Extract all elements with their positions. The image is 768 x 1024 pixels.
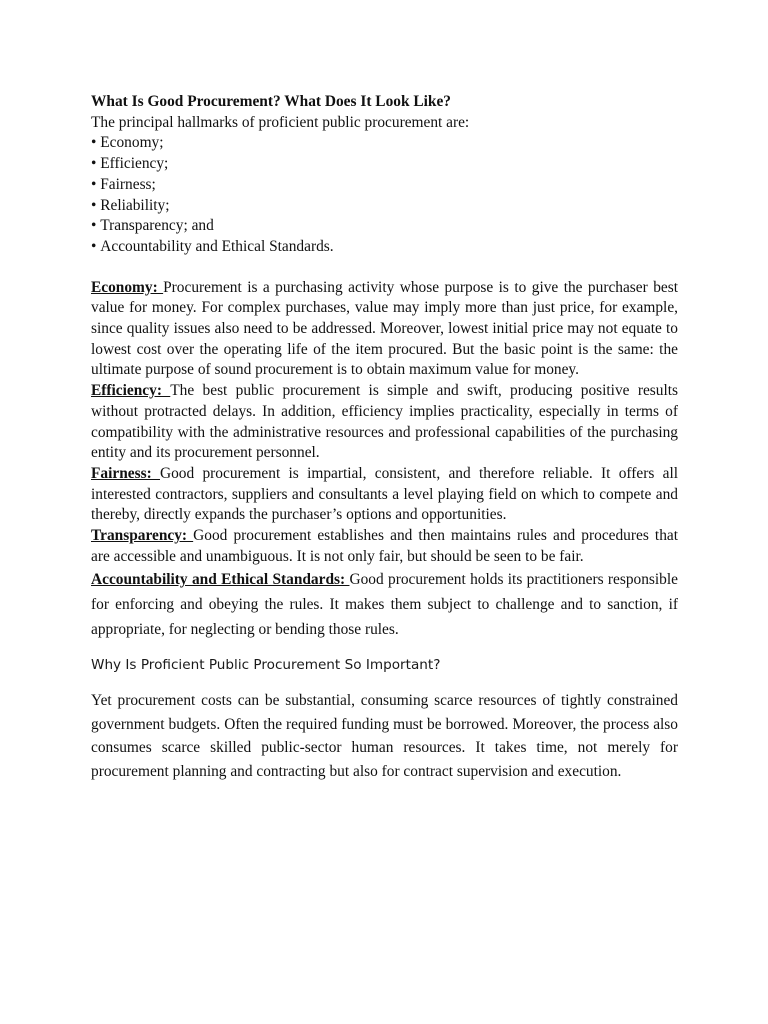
efficiency-term: Efficiency: xyxy=(91,382,171,400)
fairness-term: Fairness: xyxy=(91,464,160,482)
fairness-paragraph xyxy=(91,464,678,526)
accountability-paragraph xyxy=(91,567,678,642)
fairness-text: Good procurement is impartial, consistent, and therefore reliable. It offers all interested contractors, suppliers and consultants a level playing field on which to compete and thereby, directly expands the purchaser’s options and opportunities. xyxy=(91,464,678,524)
accountability-text: Good procurement holds its practitioners responsible for enforcing and obeying the rules. It makes them subject to challenge and to sanction, if appropriate, for neglecting or bending those rules. xyxy=(91,571,678,639)
intro-text: The principal hallmarks of proficient public procurement are: xyxy=(91,113,470,131)
page-title: What Is Good Procurement? What Does It Look Like? xyxy=(91,93,451,110)
closing-paragraph: Yet procurement costs can be substantial, consuming scarce resources of tightly constrained government budgets. Often the required funding must be borrowed. Moreover, the process also consumes scarce skilled public-sector human resources. It takes time, not merely for procurement planning and contracting but also for contract supervision and execution. xyxy=(91,692,678,780)
list-item: • Accountability and Ethical Standards. xyxy=(91,237,678,258)
transparency-term: Transparency: xyxy=(91,527,194,545)
economy-paragraph xyxy=(91,278,678,382)
list-item: • Economy; xyxy=(91,133,678,154)
list-item: • Transparency; and xyxy=(91,216,678,237)
economy-term: Economy: xyxy=(91,278,164,296)
hallmarks-list xyxy=(91,133,678,257)
efficiency-text: The best public procurement is simple and swift, producing positive results without protracted delays. In addition, efficiency implies practicality, especially in terms of compatibility with the administrative resources and professional capabilities of the purchasing entity and its procurement personnel. xyxy=(91,382,678,462)
list-item: • Fairness; xyxy=(91,175,678,196)
list-item: • Efficiency; xyxy=(91,154,678,175)
efficiency-paragraph xyxy=(91,381,678,464)
spacer xyxy=(91,258,678,278)
section-subheading: Why Is Proficient Public Procurement So Important? xyxy=(91,657,441,674)
document-page xyxy=(91,92,678,783)
transparency-text: Good procurement establishes and then maintains rules and procedures that are accessible and unambiguous. It is not only fair, but should be seen to be fair. xyxy=(91,527,678,565)
transparency-paragraph xyxy=(91,526,678,567)
list-item: • Reliability; xyxy=(91,196,678,217)
economy-text: Procurement is a purchasing activity whose purpose is to give the purchaser best value for money. For complex purchases, value may imply more than just price, for example, since quality issues also need to be addressed. Moreover, lowest initial price may not equate to lowest cost over the operating life of the item procured. But the basic point is the same: the ultimate purpose of sound procurement is to obtain maximum value for money. xyxy=(91,278,678,379)
accountability-term: Accountability and Ethical Standards: xyxy=(91,571,350,589)
